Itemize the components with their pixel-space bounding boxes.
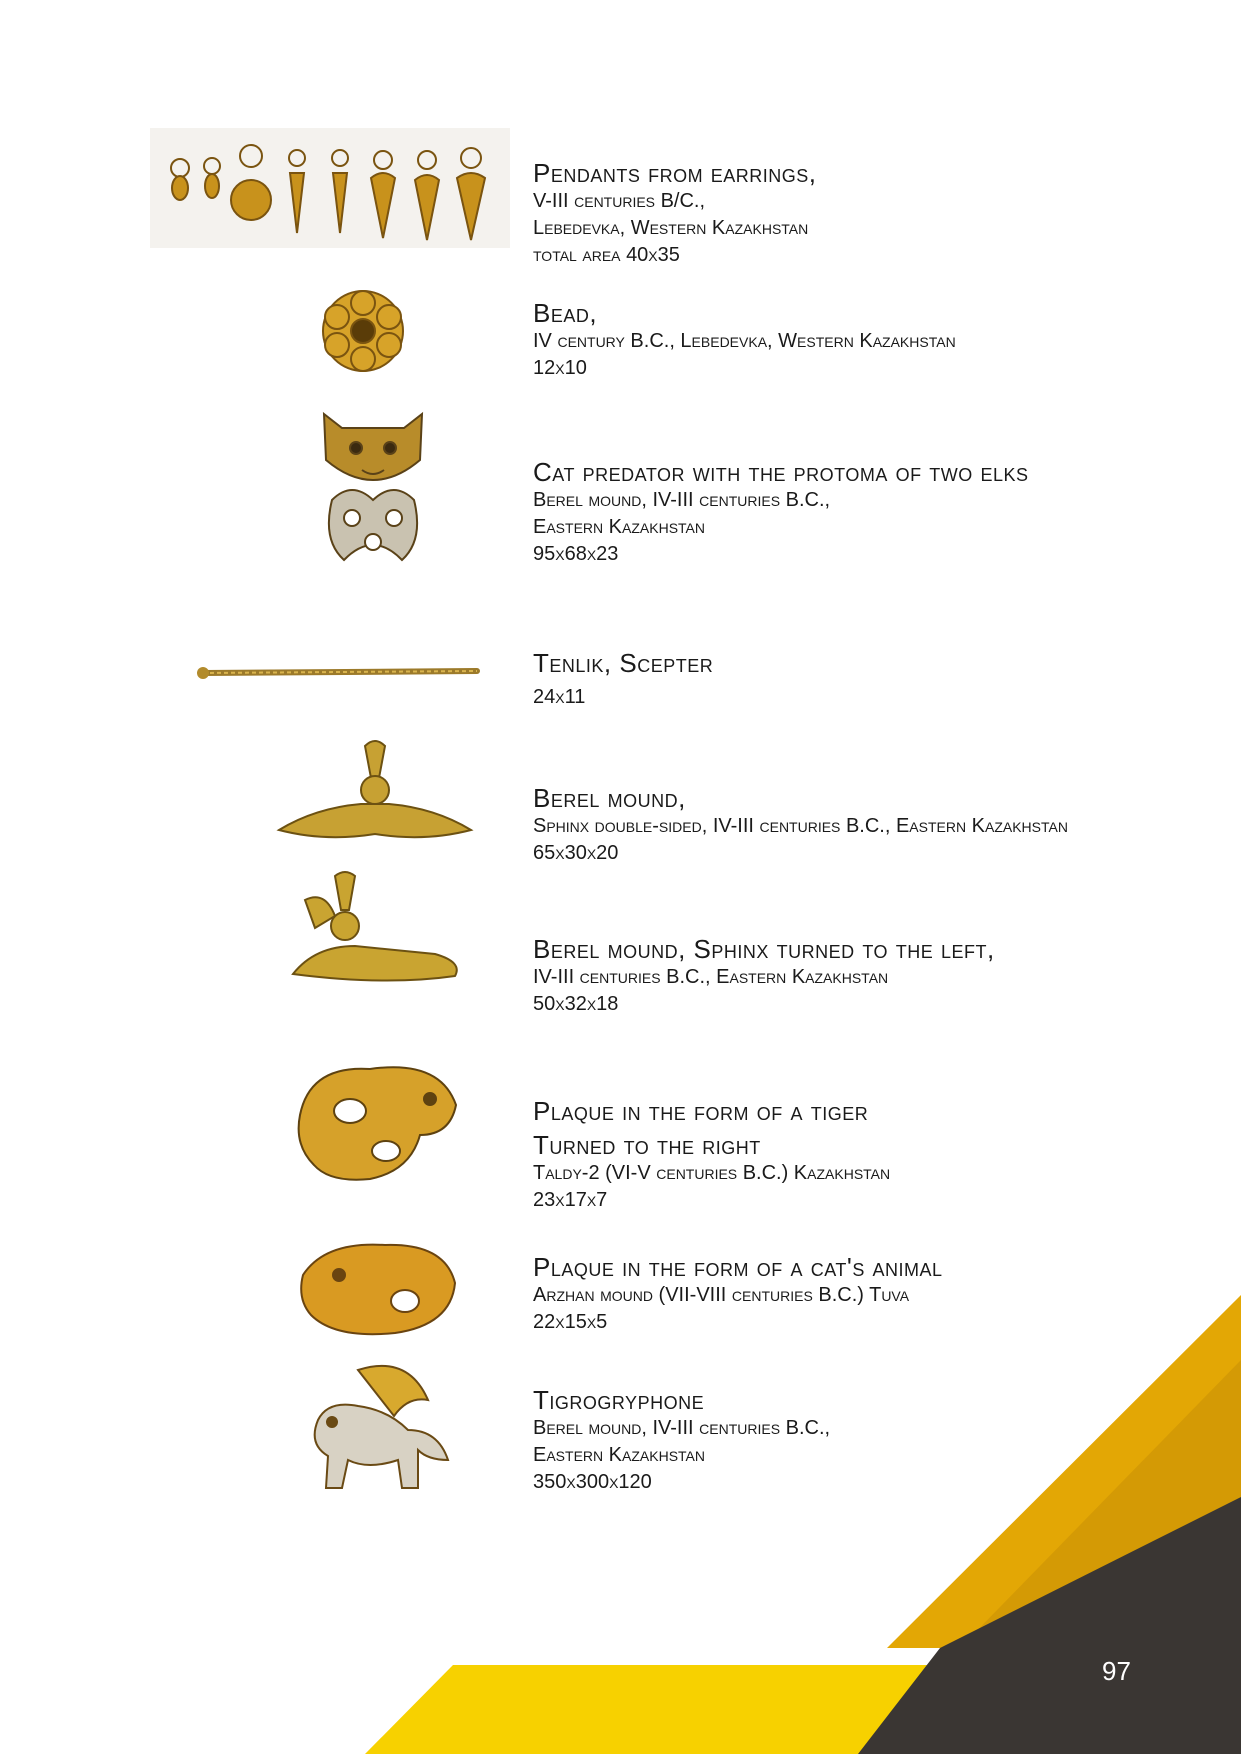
entry-double-sphinx bbox=[533, 783, 1213, 867]
entry-title: Bead, bbox=[533, 298, 598, 328]
double-sphinx-icon bbox=[275, 738, 475, 848]
scepter-image bbox=[195, 660, 485, 686]
entry-title: Plaque in the form of a cat's animal bbox=[533, 1252, 943, 1282]
cat-plaque-image bbox=[295, 1235, 460, 1340]
entry-detail: total area 40x35 bbox=[533, 244, 680, 266]
entry-cat-predator bbox=[533, 457, 1213, 568]
page-number: 97 bbox=[1102, 1656, 1131, 1686]
entry-detail: 350x300x120 bbox=[533, 1471, 652, 1493]
entry-title: Cat predator with the protoma of two elks bbox=[533, 457, 1029, 487]
entry-title: Pendants from earrings, bbox=[533, 158, 817, 188]
tigrogryphone-image bbox=[298, 1360, 463, 1500]
entry-detail: V-III centuries B/C., bbox=[533, 190, 706, 212]
entry-tigrogryphone bbox=[533, 1385, 1213, 1496]
bead-icon bbox=[315, 285, 411, 377]
entry-sphinx-left bbox=[533, 934, 1213, 1018]
entry-detail: 23x17x7 bbox=[533, 1189, 608, 1211]
entry-detail: Taldy-2 (VI-V centuries B.C.) Kazakhstan bbox=[533, 1162, 891, 1184]
double-sphinx-image bbox=[275, 738, 475, 848]
entry-scepter bbox=[533, 648, 1213, 711]
entry-detail: Berel mound, IV-III centuries B.C., bbox=[533, 1417, 831, 1439]
earring-pendants-icon bbox=[150, 128, 510, 248]
entry-detail: 22x15x5 bbox=[533, 1311, 608, 1333]
entry-title: Tenlik, Scepter bbox=[533, 648, 714, 678]
tigrogryphone-icon bbox=[298, 1360, 463, 1500]
cat-predator-icon bbox=[312, 400, 434, 580]
entry-detail: IV century B.C., Lebedevka, Western Kazakhstan bbox=[533, 330, 956, 352]
entry-detail: Sphinx double-sided, IV-III centuries B.C., Eastern Kazakhstan bbox=[533, 815, 1068, 837]
entry-detail: 95x68x23 bbox=[533, 543, 619, 565]
entry-detail: Eastern Kazakhstan bbox=[533, 516, 705, 538]
entry-detail: Arzhan mound (VII-VIII centuries B.C.) Tuva bbox=[533, 1284, 910, 1306]
bead-image bbox=[315, 285, 411, 377]
entry-detail: 12x10 bbox=[533, 357, 587, 379]
tiger-plaque-image bbox=[290, 1055, 465, 1185]
tiger-plaque-icon bbox=[290, 1055, 465, 1185]
sphinx-left-icon bbox=[285, 870, 465, 990]
entry-detail: 50x32x18 bbox=[533, 993, 619, 1015]
entry-detail: Eastern Kazakhstan bbox=[533, 1444, 705, 1466]
entry-title: Berel mound, bbox=[533, 783, 686, 813]
earring-pendants-image bbox=[150, 128, 510, 248]
entry-detail: 65x30x20 bbox=[533, 842, 619, 864]
sphinx-left-image bbox=[285, 870, 465, 990]
scepter-icon bbox=[195, 660, 485, 686]
entry-detail: Lebedevka, Western Kazakhstan bbox=[533, 217, 809, 239]
entry-pendants bbox=[533, 158, 1213, 269]
cat-predator-image bbox=[312, 400, 434, 580]
entry-tiger-plaque bbox=[533, 1096, 1213, 1214]
entry-title: Berel mound, Sphinx turned to the left, bbox=[533, 934, 995, 964]
entry-title: Plaque in the form of a tiger bbox=[533, 1096, 869, 1126]
entry-bead bbox=[533, 298, 1213, 382]
entry-detail: 24x11 bbox=[533, 686, 586, 708]
entry-title: Tigrogryphone bbox=[533, 1385, 705, 1415]
cat-plaque-icon bbox=[295, 1235, 460, 1340]
entry-cat-plaque bbox=[533, 1252, 1213, 1336]
entry-subtitle: Turned to the right bbox=[533, 1130, 761, 1160]
entry-detail: IV-III centuries B.C., Eastern Kazakhstan bbox=[533, 966, 889, 988]
entry-detail: Berel mound, IV-III centuries B.C., bbox=[533, 489, 831, 511]
